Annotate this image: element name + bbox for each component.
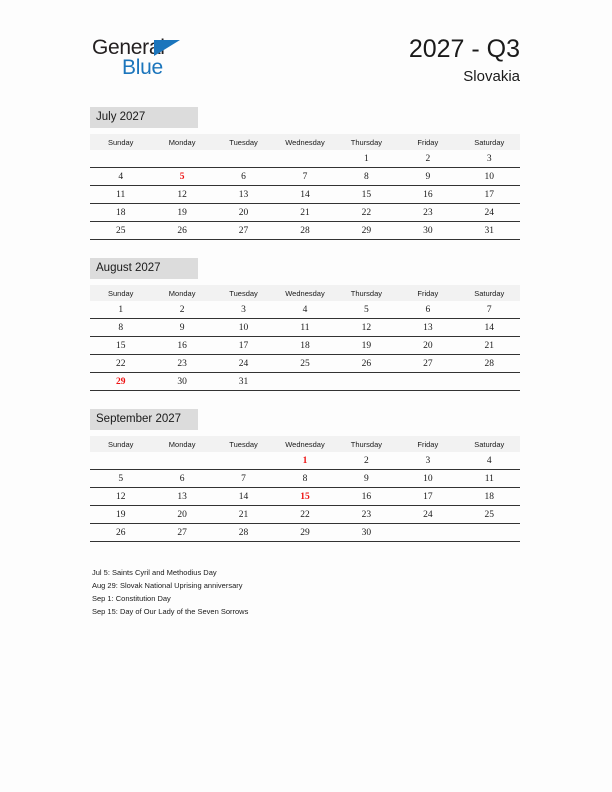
- calendar-day[interactable]: 13: [151, 488, 212, 506]
- calendar-day[interactable]: 4: [90, 168, 151, 186]
- logo-text-blue: Blue: [122, 56, 163, 79]
- calendar-day[interactable]: 10: [213, 319, 274, 337]
- calendar-day[interactable]: 14: [213, 488, 274, 506]
- calendar-week-row: [90, 452, 520, 470]
- calendar-day[interactable]: 11: [459, 470, 520, 488]
- calendar-day-empty: [274, 150, 335, 168]
- calendar-day[interactable]: 20: [213, 204, 274, 222]
- calendar-day-empty: [459, 524, 520, 542]
- calendar-day-empty: [90, 452, 151, 470]
- calendar-day[interactable]: 18: [459, 488, 520, 506]
- calendar-week-row: [90, 168, 520, 186]
- weekday-header-wednesday: Wednesday: [274, 436, 335, 452]
- calendar-day[interactable]: 14: [274, 186, 335, 204]
- calendar-week-row: [90, 150, 520, 168]
- calendar-day[interactable]: 23: [336, 506, 397, 524]
- calendar-week-row: [90, 506, 520, 524]
- calendar-day[interactable]: 6: [213, 168, 274, 186]
- calendar-day[interactable]: 3: [486, 153, 492, 164]
- calendar-week-row: [90, 186, 520, 204]
- calendar-day[interactable]: 10: [459, 168, 520, 186]
- calendar-day[interactable]: 20: [151, 506, 212, 524]
- calendar-day[interactable]: 4: [302, 304, 308, 315]
- calendar-day-holiday[interactable]: 15: [274, 488, 335, 506]
- weekday-header-thursday: Thursday: [336, 134, 397, 150]
- calendar-day-holiday[interactable]: 29: [90, 373, 151, 391]
- weekday-header-monday: Monday: [151, 134, 212, 150]
- weekday-header-tuesday: Tuesday: [213, 285, 274, 301]
- holiday-legend-item: Jul 5: Saints Cyril and Methodius Day: [92, 568, 217, 577]
- calendar-day[interactable]: 14: [459, 319, 520, 337]
- calendar-day[interactable]: 8: [336, 168, 397, 186]
- calendar-week-row: [90, 488, 520, 506]
- calendar-day[interactable]: 24: [397, 506, 458, 524]
- calendar-day[interactable]: 27: [397, 355, 458, 373]
- calendar-day[interactable]: 19: [336, 337, 397, 355]
- calendar-day[interactable]: 16: [336, 488, 397, 506]
- calendar-day[interactable]: 3: [241, 304, 246, 315]
- calendar-day[interactable]: 20: [397, 337, 458, 355]
- calendar-day-empty: [151, 452, 212, 470]
- calendar-table: [90, 285, 520, 391]
- calendar-day[interactable]: 9: [336, 470, 397, 488]
- calendar-day[interactable]: 19: [90, 506, 151, 524]
- weekday-header-saturday: Saturday: [459, 436, 520, 452]
- calendar-day[interactable]: 8: [274, 470, 335, 488]
- calendar-day[interactable]: 21: [459, 337, 520, 355]
- calendar-day[interactable]: 28: [459, 355, 520, 373]
- calendar-day[interactable]: 8: [90, 319, 151, 337]
- calendar-day[interactable]: 7: [486, 304, 492, 315]
- calendar-day[interactable]: 30: [397, 222, 458, 240]
- calendar-day[interactable]: 17: [459, 186, 520, 204]
- calendar-day[interactable]: 13: [397, 319, 458, 337]
- calendar-day[interactable]: 17: [397, 488, 458, 506]
- month-title: September 2027: [90, 409, 198, 430]
- calendar-day[interactable]: 25: [90, 222, 151, 240]
- calendar-table: [90, 436, 520, 542]
- calendar-day[interactable]: 27: [213, 222, 274, 240]
- calendar-day[interactable]: 4: [486, 455, 492, 466]
- calendar-day[interactable]: 15: [90, 337, 151, 355]
- weekday-header-thursday: Thursday: [336, 436, 397, 452]
- calendar-day[interactable]: 31: [459, 222, 520, 240]
- weekday-header-row: [90, 134, 520, 150]
- page-title: 2027 - Q3: [408, 35, 520, 63]
- calendar-week-row: [90, 524, 520, 542]
- calendar-day[interactable]: 3: [425, 455, 431, 466]
- calendar-week-row: [90, 222, 520, 240]
- calendar-day[interactable]: 9: [151, 319, 212, 337]
- calendar-day-empty: [397, 524, 458, 542]
- month-title: August 2027: [90, 258, 198, 279]
- calendar-day[interactable]: 1: [364, 153, 369, 164]
- month-title: July 2027: [90, 107, 198, 128]
- calendar-day-holiday[interactable]: 5: [151, 168, 212, 186]
- calendar-day[interactable]: 5: [90, 470, 151, 488]
- weekday-header-wednesday: Wednesday: [274, 134, 335, 150]
- calendar-day[interactable]: 7: [274, 168, 335, 186]
- page-subtitle: Slovakia: [463, 68, 520, 85]
- weekday-header-row: [90, 436, 520, 452]
- calendar-day[interactable]: 18: [90, 204, 151, 222]
- calendar-day[interactable]: 12: [90, 488, 151, 506]
- month-block-july: [90, 107, 520, 240]
- calendar-week-row: [90, 355, 520, 373]
- calendar-week-row: [90, 301, 520, 319]
- calendar-day[interactable]: 31: [213, 373, 274, 391]
- calendar-week-row: [90, 319, 520, 337]
- calendar-day[interactable]: 18: [274, 337, 335, 355]
- calendar-day[interactable]: 12: [151, 186, 212, 204]
- calendar-day[interactable]: 27: [151, 524, 212, 542]
- weekday-header-sunday: Sunday: [90, 134, 151, 150]
- weekday-header-tuesday: Tuesday: [213, 134, 274, 150]
- weekday-header-wednesday: Wednesday: [274, 285, 335, 301]
- weekday-header-friday: Friday: [397, 436, 458, 452]
- calendar-day[interactable]: 6: [151, 470, 212, 488]
- calendar-day[interactable]: 15: [336, 186, 397, 204]
- calendar-day-empty: [213, 150, 274, 168]
- page-header: [0, 0, 612, 100]
- calendar-table: [90, 134, 520, 240]
- weekday-header-monday: Monday: [151, 285, 212, 301]
- holiday-legend: [92, 566, 512, 618]
- calendar-day-holiday[interactable]: 1: [302, 455, 308, 466]
- calendar-day[interactable]: 29: [336, 222, 397, 240]
- title-block: [409, 34, 520, 88]
- month-block-august: [90, 258, 520, 391]
- calendar-day-empty: [151, 150, 212, 168]
- calendar-day[interactable]: 11: [274, 319, 335, 337]
- calendar-day[interactable]: 26: [151, 222, 212, 240]
- logo-triangle-icon: [154, 40, 180, 56]
- calendar-day[interactable]: 25: [274, 355, 335, 373]
- generalblue-logo[interactable]: [92, 36, 202, 84]
- calendar-day[interactable]: 16: [397, 186, 458, 204]
- weekday-header-row: [90, 285, 520, 301]
- calendar-day[interactable]: 10: [397, 470, 458, 488]
- calendar-day[interactable]: 22: [336, 204, 397, 222]
- calendar-day[interactable]: 23: [151, 355, 212, 373]
- calendar-day-empty: [274, 373, 335, 391]
- weekday-header-thursday: Thursday: [336, 285, 397, 301]
- calendar-day[interactable]: 28: [213, 524, 274, 542]
- calendar-day[interactable]: 7: [213, 470, 274, 488]
- calendar-day[interactable]: 21: [274, 204, 335, 222]
- holiday-legend-item: Sep 1: Constitution Day: [92, 594, 171, 603]
- calendar-day-empty: [90, 150, 151, 168]
- calendar-day[interactable]: 2: [364, 455, 369, 466]
- calendar-day[interactable]: 22: [90, 355, 151, 373]
- calendar-day[interactable]: 24: [213, 355, 274, 373]
- calendar-day[interactable]: 16: [151, 337, 212, 355]
- calendar-day[interactable]: 25: [459, 506, 520, 524]
- weekday-header-sunday: Sunday: [90, 436, 151, 452]
- calendar-week-row: [90, 373, 520, 391]
- calendar-day[interactable]: 9: [397, 168, 458, 186]
- calendar-day[interactable]: 23: [397, 204, 458, 222]
- weekday-header-friday: Friday: [397, 285, 458, 301]
- calendar-day[interactable]: 1: [118, 304, 124, 315]
- holiday-legend-item: Aug 29: Slovak National Uprising anniversary: [92, 581, 243, 590]
- calendar-day-empty: [336, 373, 397, 391]
- weekday-header-friday: Friday: [397, 134, 458, 150]
- calendar-day[interactable]: 26: [336, 355, 397, 373]
- calendar-week-row: [90, 470, 520, 488]
- calendar-week-row: [90, 337, 520, 355]
- holiday-legend-item: Sep 15: Day of Our Lady of the Seven Sorrows: [92, 607, 249, 616]
- weekday-header-saturday: Saturday: [459, 134, 520, 150]
- calendar-day[interactable]: 2: [425, 153, 431, 164]
- calendar-day[interactable]: 26: [90, 524, 151, 542]
- calendar-day[interactable]: 30: [336, 524, 397, 542]
- calendar-day[interactable]: 30: [151, 373, 212, 391]
- calendar-day[interactable]: 13: [213, 186, 274, 204]
- calendar-day-empty: [459, 373, 520, 391]
- calendar-day[interactable]: 12: [336, 319, 397, 337]
- calendar-day[interactable]: 2: [179, 304, 185, 315]
- calendar-day[interactable]: 22: [274, 506, 335, 524]
- calendar-day[interactable]: 28: [274, 222, 335, 240]
- calendar-day[interactable]: 24: [459, 204, 520, 222]
- weekday-header-monday: Monday: [151, 436, 212, 452]
- calendar-week-row: [90, 204, 520, 222]
- weekday-header-sunday: Sunday: [90, 285, 151, 301]
- calendar-day-empty: [213, 452, 274, 470]
- weekday-header-tuesday: Tuesday: [213, 436, 274, 452]
- calendar-day[interactable]: 17: [213, 337, 274, 355]
- calendar-day[interactable]: 21: [213, 506, 274, 524]
- calendar-day[interactable]: 19: [151, 204, 212, 222]
- calendar-day[interactable]: 6: [425, 304, 431, 315]
- weekday-header-saturday: Saturday: [459, 285, 520, 301]
- calendar-day-empty: [397, 373, 458, 391]
- logo-text-general: General: [92, 36, 165, 59]
- month-block-september: [90, 409, 520, 542]
- calendar-day[interactable]: 5: [364, 304, 369, 315]
- calendar-day[interactable]: 29: [274, 524, 335, 542]
- calendar-day[interactable]: 11: [90, 186, 151, 204]
